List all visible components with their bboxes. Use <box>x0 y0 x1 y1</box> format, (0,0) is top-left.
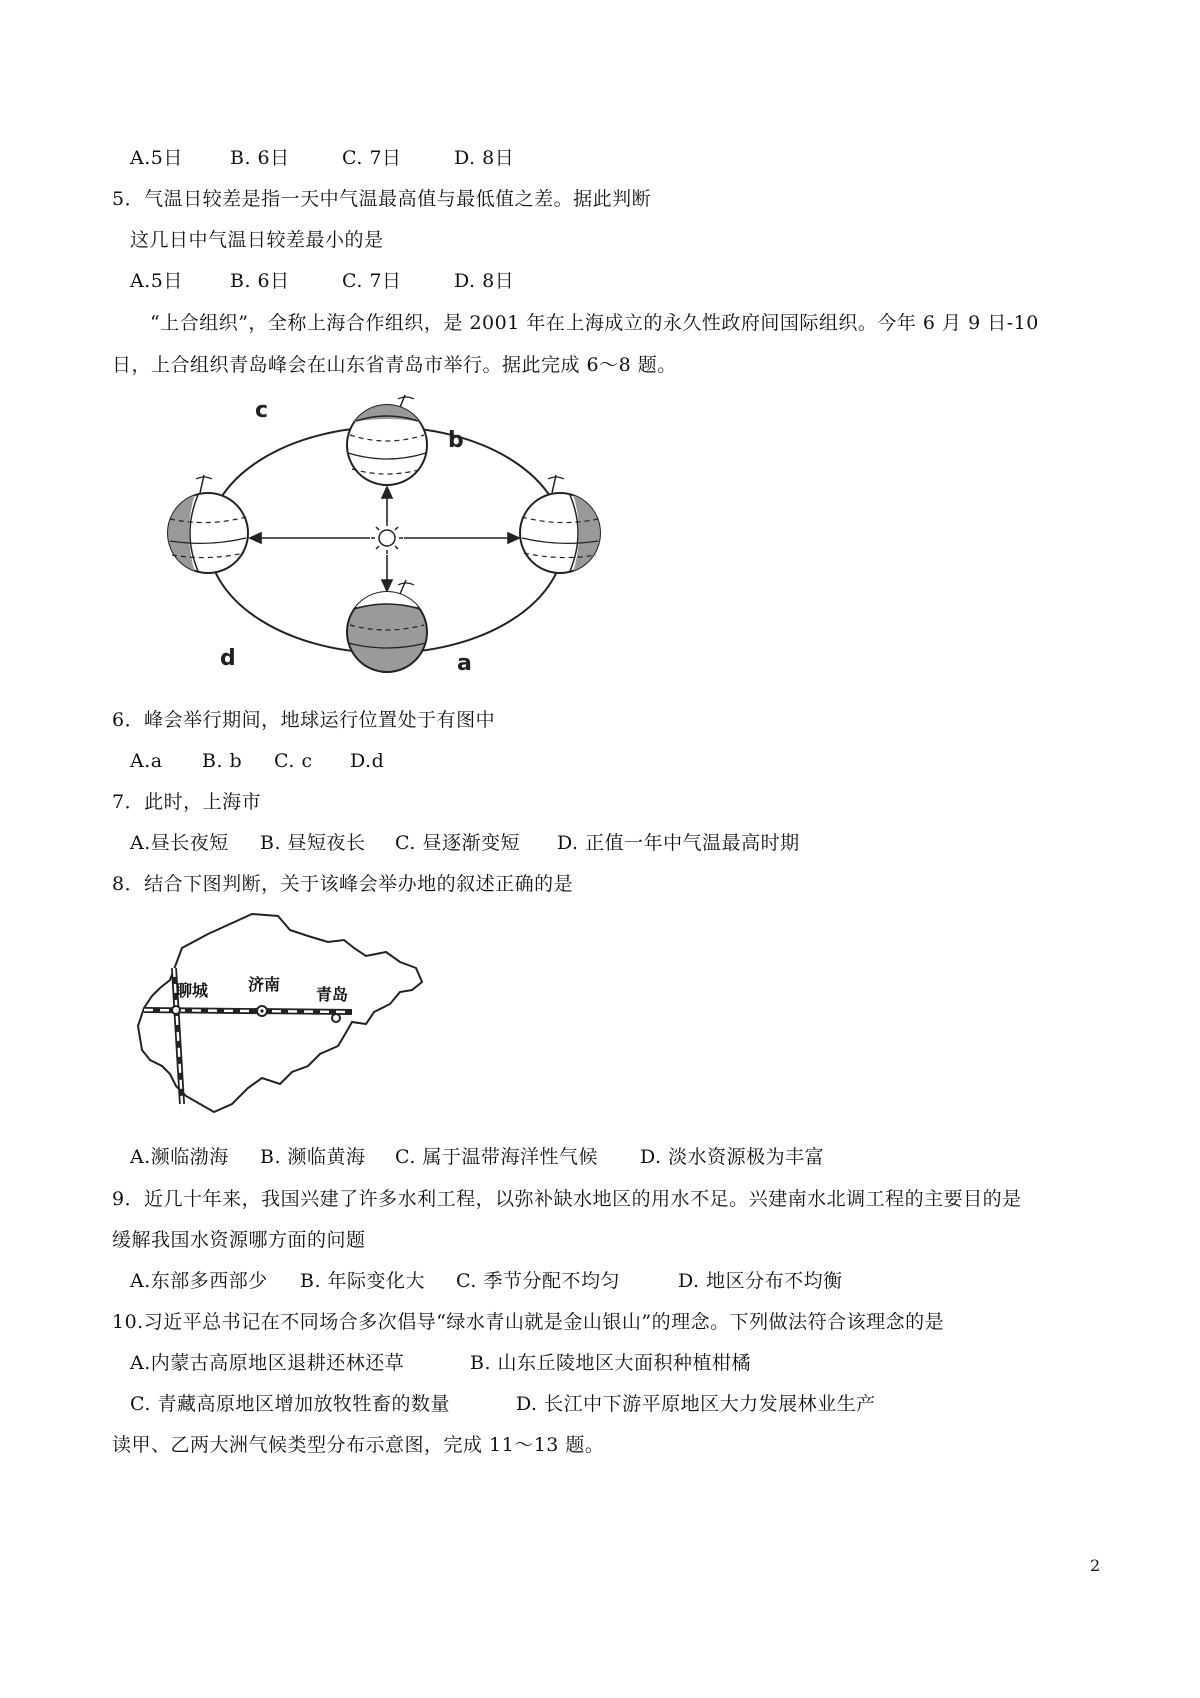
q10-option-a: A.内蒙古高原地区退耕还林还草 <box>130 1352 405 1374</box>
q7-option-a: A.昼长夜短 <box>130 832 229 854</box>
q7-options <box>130 830 800 856</box>
globe-left <box>168 475 248 581</box>
next-section-intro: 读甲、乙两大洲气候类型分布示意图，完成 11～13 题。 <box>112 1434 605 1456</box>
q4-option-c: C. 7日 <box>342 147 402 169</box>
q10-options-row2 <box>130 1391 876 1417</box>
q7-stem: 7．此时，上海市 <box>112 791 262 813</box>
intro-line2: 日，上合组织青岛峰会在山东省青岛市举行。据此完成 6～8 题。 <box>112 354 677 376</box>
q8-option-c: C. 属于温带海洋性气候 <box>395 1146 598 1168</box>
page-number: 2 <box>1090 1556 1101 1575</box>
q7-option-c: C. 昼逐渐变短 <box>395 832 520 854</box>
q9-option-a: A.东部多西部少 <box>130 1270 268 1292</box>
globe-top <box>347 395 427 485</box>
map-label-qingdao: 青岛 <box>316 985 349 1004</box>
q6-option-b: B. b <box>202 750 243 772</box>
q8-option-d: D. 淡水资源极为丰富 <box>640 1146 825 1168</box>
q4-option-a: A.5日 <box>130 147 183 169</box>
q10-option-d: D. 长江中下游平原地区大力发展林业生产 <box>516 1393 876 1415</box>
q4-options <box>130 145 514 171</box>
globe-right <box>520 475 605 581</box>
q10-stem: 10.习近平总书记在不同场合多次倡导“绿水青山就是金山银山”的理念。下列做法符合该理念的是 <box>112 1311 945 1333</box>
q4-option-d: D. 8日 <box>454 147 515 169</box>
q9-stem-line2: 缓解我国水资源哪方面的问题 <box>112 1229 366 1251</box>
q8-stem: 8．结合下图判断，关于该峰会举办地的叙述正确的是 <box>112 873 574 895</box>
jinan-marker <box>257 1006 267 1016</box>
map-label-liaocheng: 聊城 <box>176 981 209 1000</box>
q9-stem-line1: 9．近几十年来，我国兴建了许多水利工程，以弥补缺水地区的用水不足。兴建南水北调工程的主要目的是 <box>112 1188 1022 1210</box>
orbit-label-b: b <box>448 428 464 453</box>
q5-options <box>130 268 514 294</box>
globe-bottom <box>347 580 427 672</box>
q5-option-c: C. 7日 <box>342 270 402 292</box>
q6-option-a: A.a <box>130 750 163 772</box>
q10-options-row1 <box>130 1350 751 1376</box>
q9-options <box>130 1268 843 1294</box>
q6-option-d: D.d <box>350 750 385 772</box>
q9-option-b: B. 年际变化大 <box>300 1270 426 1292</box>
intro-line1: “上合组织”，全称上海合作组织，是 2001 年在上海成立的永久性政府间国际组织。今年 6 月 9 日-10 <box>150 312 1039 334</box>
q8-option-a: A.濒临渤海 <box>130 1146 229 1168</box>
q5-option-d: D. 8日 <box>454 270 515 292</box>
q5-option-b: B. 6日 <box>230 270 290 292</box>
orbit-label-c: c <box>255 398 269 423</box>
q7-option-d: D. 正值一年中气温最高时期 <box>557 832 800 854</box>
orbit-label-a: a <box>457 651 472 676</box>
q10-option-c: C. 青藏高原地区增加放牧牲畜的数量 <box>130 1393 450 1415</box>
liaocheng-marker <box>172 1006 180 1014</box>
q5-stem-line1: 5．气温日较差是指一天中气温最高值与最低值之差。据此判断 <box>112 188 652 210</box>
orbit-label-d: d <box>220 646 236 671</box>
q6-options <box>130 748 384 774</box>
map-label-jinan: 济南 <box>248 975 281 994</box>
qingdao-marker <box>332 1014 340 1022</box>
q6-stem: 6．峰会举行期间，地球运行位置处于有图中 <box>112 709 496 731</box>
q8-option-b: B. 濒临黄海 <box>260 1146 366 1168</box>
q4-option-b: B. 6日 <box>230 147 290 169</box>
shandong-map <box>130 908 460 1118</box>
earth-orbit-figure <box>160 395 620 685</box>
q9-option-d: D. 地区分布不均衡 <box>678 1270 843 1292</box>
q5-option-a: A.5日 <box>130 270 183 292</box>
sun-icon <box>371 522 403 554</box>
q5-stem-line2: 这几日中气温日较差最小的是 <box>130 229 384 251</box>
q7-option-b: B. 昼短夜长 <box>260 832 366 854</box>
q10-option-b: B. 山东丘陵地区大面积种植柑橘 <box>470 1352 752 1374</box>
q8-options <box>130 1144 824 1170</box>
q9-option-c: C. 季节分配不均匀 <box>456 1270 620 1292</box>
q6-option-c: C. c <box>274 750 313 772</box>
